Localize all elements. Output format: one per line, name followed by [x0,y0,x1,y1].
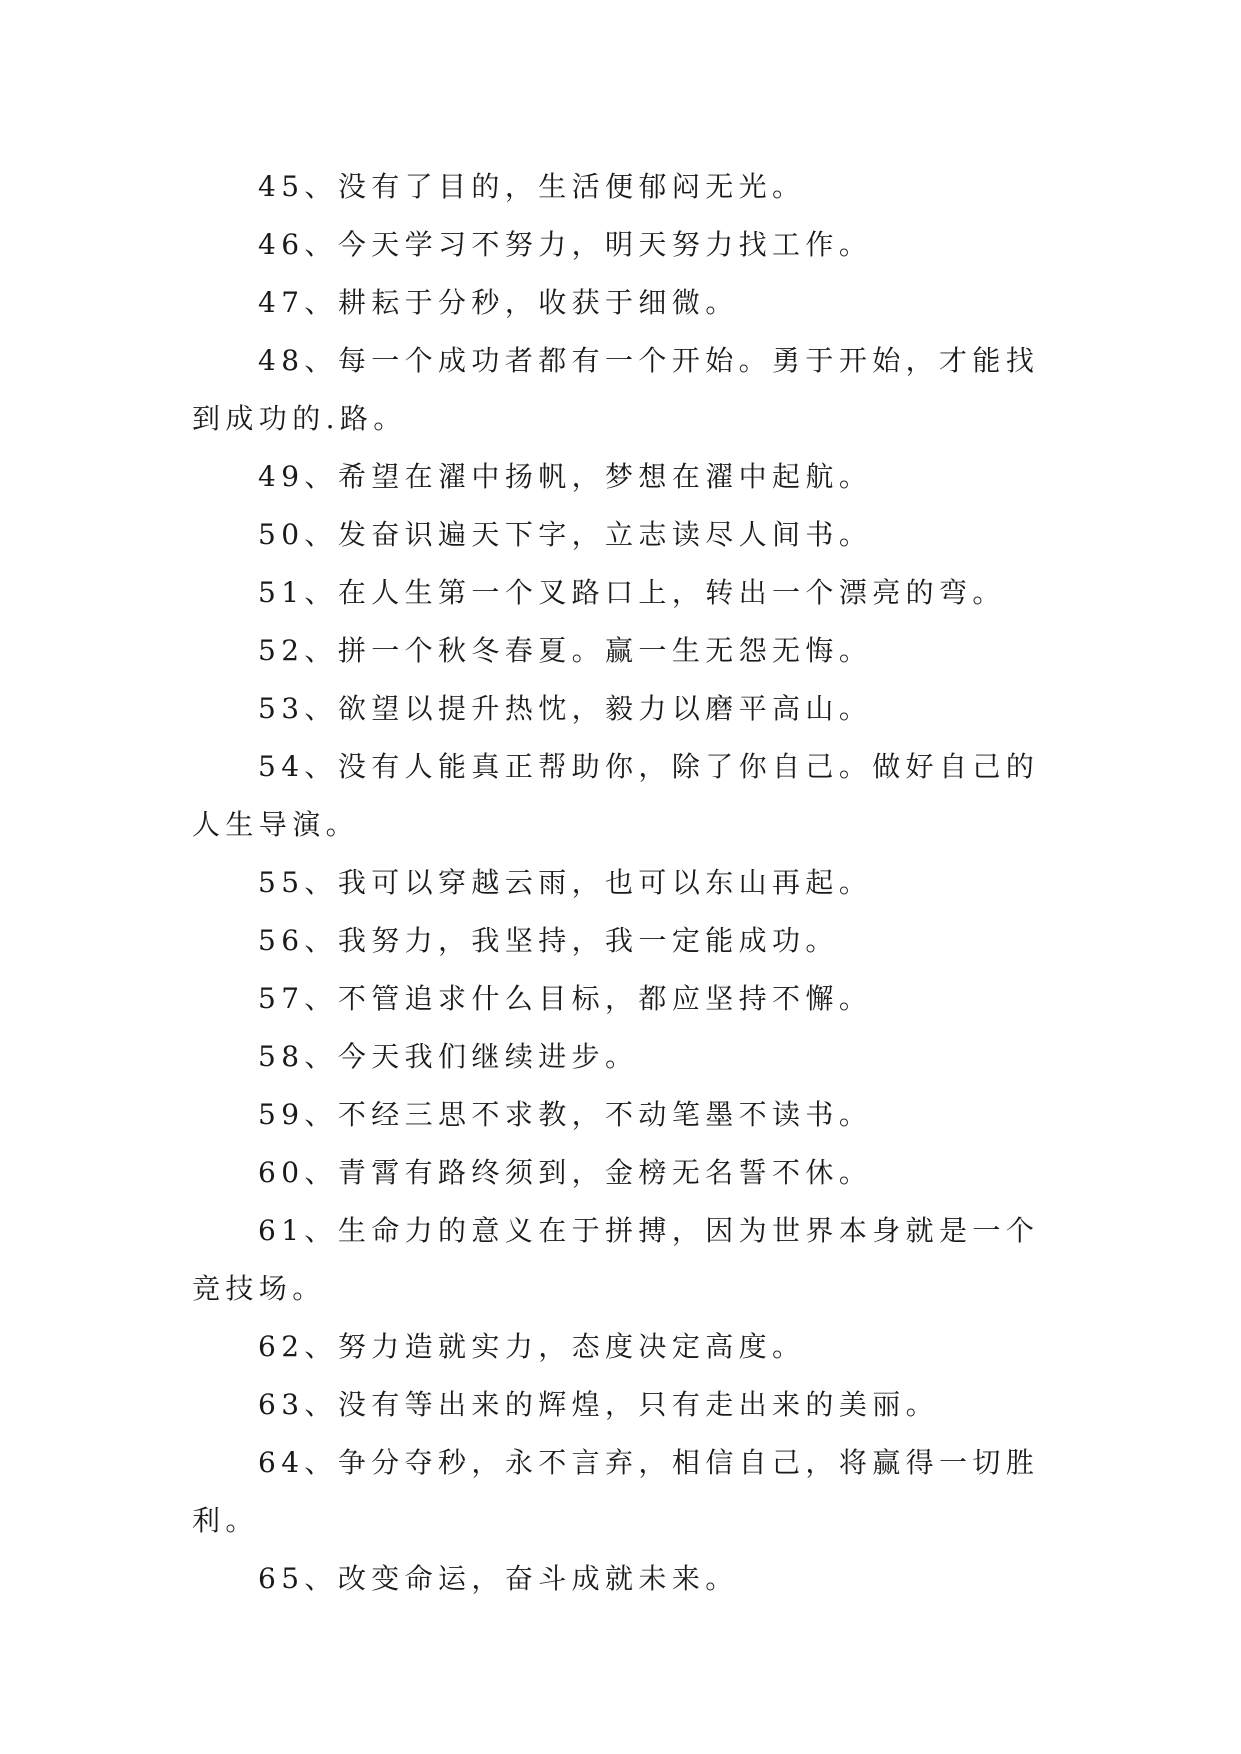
paragraph-56: 56、我努力，我坚持，我一定能成功。 [258,924,839,957]
paragraph-65: 65、改变命运，奋斗成就未来。 [258,1562,739,1595]
document-body [192,158,1058,1608]
paragraph-49: 49、希望在濯中扬帆，梦想在濯中起航。 [258,460,873,493]
paragraph-46: 46、今天学习不努力，明天努力找工作。 [258,228,873,261]
paragraph-47: 47、耕耘于分秒，收获于细微。 [258,286,739,319]
paragraph-55: 55、我可以穿越云雨，也可以东山再起。 [258,866,873,899]
paragraph-63: 63、没有等出来的辉煌，只有走出来的美丽。 [258,1388,940,1421]
paragraph-50: 50、发奋识遍天下字，立志读尽人间书。 [258,518,873,551]
paragraph-52: 52、拼一个秋冬春夏。赢一生无怨无悔。 [258,634,873,667]
paragraph-62: 62、努力造就实力，态度决定高度。 [258,1330,806,1363]
paragraph-54: 54、没有人能真正帮助你，除了你自己。做好自己的人生导演。 [192,750,1040,841]
paragraph-48: 48、每一个成功者都有一个开始。勇于开始，才能找到成功的.路。 [192,344,1040,435]
paragraph-58: 58、今天我们继续进步。 [258,1040,639,1073]
paragraph-51: 51、在人生第一个叉路口上，转出一个漂亮的弯。 [258,576,1006,609]
paragraph-53: 53、欲望以提升热忱，毅力以磨平高山。 [258,692,873,725]
paragraph-64: 64、争分夺秒，永不言弃，相信自己，将赢得一切胜利。 [192,1446,1040,1537]
paragraph-59: 59、不经三思不求教，不动笔墨不读书。 [258,1098,873,1131]
paragraph-45: 45、没有了目的，生活便郁闷无光。 [258,170,806,203]
paragraph-61: 61、生命力的意义在于拼搏，因为世界本身就是一个竞技场。 [192,1214,1040,1305]
paragraph-60: 60、青霄有路终须到，金榜无名誓不休。 [258,1156,873,1189]
paragraph-57: 57、不管追求什么目标，都应坚持不懈。 [258,982,873,1015]
